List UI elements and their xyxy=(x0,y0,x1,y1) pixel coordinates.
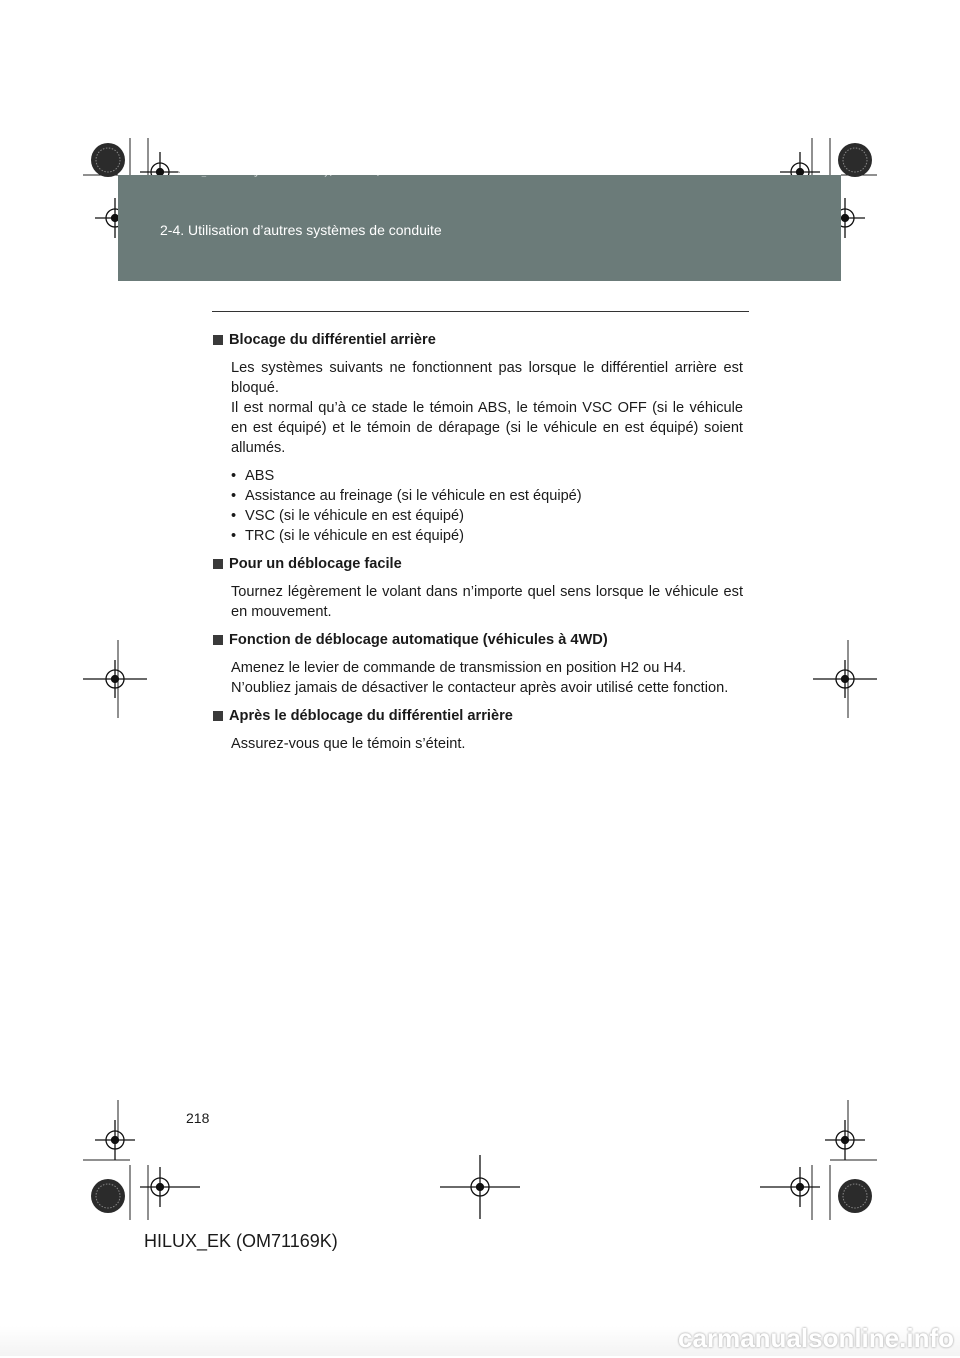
square-bullet-icon xyxy=(213,559,223,569)
paragraph: Assurez-vous que le témoin s’éteint. xyxy=(231,736,466,752)
page-number: 218 xyxy=(186,1110,210,1126)
section-heading: Après le déblocage du différentiel arrière xyxy=(229,708,513,724)
starburst-mark-icon xyxy=(838,143,872,177)
section-after-unlock xyxy=(213,706,743,754)
registration-mark-icon xyxy=(95,1120,135,1160)
square-bullet-icon xyxy=(213,335,223,345)
paragraph: Les systèmes suivants ne fonctionnent pas lorsque le différentiel arrière est bloqué. Il est normal qu’à ce stade le témoin ABS, le témoin VSC OFF (si le véhicule en est équipé) et le témoin de dérapage (si le véhicule en est équipé) soient allumés. xyxy=(231,360,743,456)
section-easy-unlock xyxy=(213,554,743,622)
header-rule xyxy=(212,311,749,312)
footer-model: HILUX_EK (OM71169K) xyxy=(144,1231,338,1251)
list-item: • ABS xyxy=(231,468,275,484)
section-title: 2-4. Utilisation d’autres systèmes de conduite xyxy=(160,222,442,238)
list-item: • TRC (si le véhicule en est équipé) xyxy=(231,528,465,544)
watermark xyxy=(0,1323,960,1356)
registration-mark-icon xyxy=(825,1120,865,1160)
registration-mark-icon xyxy=(140,1167,200,1207)
content-body xyxy=(213,330,743,762)
paragraph: Tournez légèrement le volant dans n’importe quel sens lorsque le véhicule est en mouvement. xyxy=(231,584,743,620)
section-heading: Pour un déblocage facile xyxy=(229,556,402,572)
registration-mark-icon xyxy=(440,1155,520,1219)
square-bullet-icon xyxy=(213,711,223,721)
section-rear-diff-lock xyxy=(213,330,743,546)
registration-mark-icon xyxy=(813,660,877,698)
list-item: • VSC (si le véhicule en est équipé) xyxy=(231,508,465,524)
starburst-mark-icon xyxy=(838,1179,872,1213)
watermark-text[interactable]: carmanualsonline.info xyxy=(678,1323,954,1353)
square-bullet-icon xyxy=(213,635,223,645)
book-info: HILUX_EK.book Page 218 Wednesday, March 23, 2011 3:03 PM xyxy=(178,168,443,177)
section-heading: Blocage du différentiel arrière xyxy=(229,332,436,348)
section-auto-unlock xyxy=(213,630,743,698)
starburst-mark-icon xyxy=(91,143,125,177)
bullet-list xyxy=(231,466,743,546)
registration-mark-icon xyxy=(83,660,147,698)
section-heading: Fonction de déblocage automatique (véhicules à 4WD) xyxy=(229,632,608,648)
paragraph: Amenez le levier de commande de transmission en position H2 ou H4. N’oubliez jamais de désactiver le contacteur après avoir utilisé cette fonction. xyxy=(231,660,729,696)
starburst-mark-icon xyxy=(91,1179,125,1213)
list-item: • Assistance au freinage (si le véhicule en est équipé) xyxy=(231,488,582,504)
registration-mark-icon xyxy=(760,1167,820,1207)
